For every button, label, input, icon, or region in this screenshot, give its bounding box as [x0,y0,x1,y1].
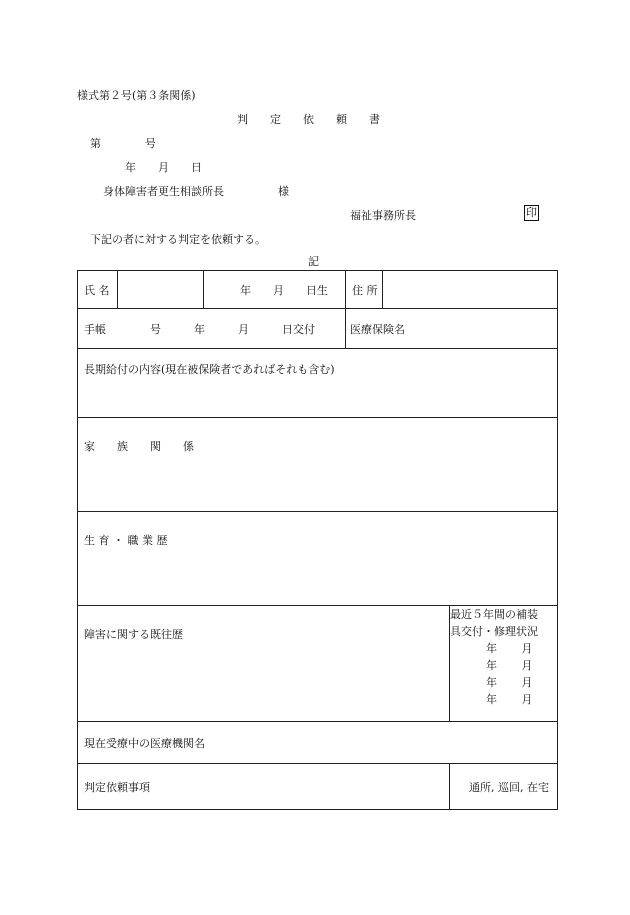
insurance-field[interactable]: 医療保険名 [346,309,558,349]
address-label: 住 所 [346,271,383,309]
aid-year-month-row: 年 月 [486,659,533,672]
ki-heading: 記 [308,255,319,268]
seal-mark: 印 [526,206,537,219]
request-items-field[interactable]: 判定依頼事項 [78,764,450,810]
aid-status-title-2: 具交付・修理状況 [450,625,538,638]
addressee-honorific: 様 [278,185,289,198]
current-hospital-field[interactable]: 現在受療中の医療機関名 [78,722,558,764]
birth-date-field[interactable]: 年 月 日生 [204,271,346,309]
form-number: 様式第２号(第３条関係) [77,89,196,102]
sender: 福祉事務所長 [350,209,416,222]
aid-status-field[interactable] [450,606,558,722]
name-label: 氏 名 [78,271,118,309]
long-term-benefit-field[interactable]: 長期給付の内容(現在被保険者であればそれも含む) [78,349,558,418]
medical-history-field[interactable]: 障害に関する既往歴 [78,606,450,722]
aid-status-title-1: 最近５年間の補装 [450,608,538,621]
document-title: 判 定 依 頼 書 [237,113,380,126]
family-relations-field[interactable]: 家 族 関 係 [78,418,558,512]
aid-year-month-row: 年 月 [486,642,533,655]
request-options[interactable]: 通所, 巡回, 在宅 [450,764,558,810]
address-field[interactable] [383,271,558,309]
aid-year-month-row: 年 月 [486,693,533,706]
techo-field[interactable]: 手帳 号 年 月 日交付 [78,309,346,349]
aid-year-month-row: 年 月 [486,676,533,689]
date-line: 年 月 日 [125,161,202,174]
name-field[interactable] [118,271,204,309]
document-number: 第 号 [90,137,156,150]
request-form-table [77,270,558,810]
addressee: 身体障害者更生相談所長 [103,185,224,198]
request-statement: 下記の者に対する判定を依頼する。 [90,233,266,246]
growth-career-field[interactable]: 生 育 ・ 職 業 歴 [78,512,558,606]
